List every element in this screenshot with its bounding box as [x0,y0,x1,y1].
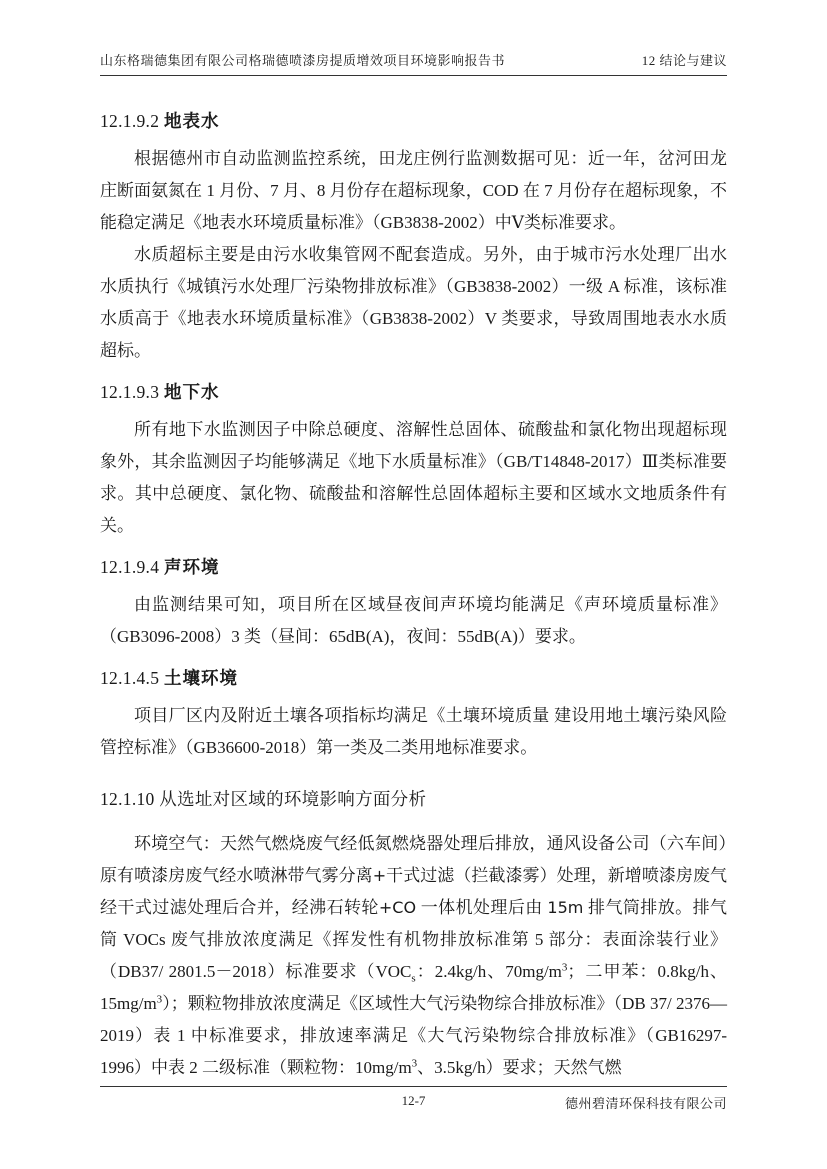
text-run: 排气筒排放。排气筒 VOCs 废气排放浓度满足《挥发性有机物排放标准第 5 部分：表面涂装行业》（DB37/ 2801.5－2018）标准要求（VOC [100,898,728,981]
heading-number: 12.1.10 [100,789,160,809]
heading-title: 地下水 [163,383,220,403]
paragraph [100,239,727,367]
text-run: + [372,866,387,885]
text-run: 3 [411,1057,418,1070]
page-number: 12-7 [401,1093,426,1108]
paragraph [100,414,727,542]
heading-title: 从选址对区域的环境影响方面分析 [159,789,427,809]
text-run: ）；颗粒物排放浓度满足《区域性大气污染物综合排放标准》（DB 37/ 2376—2019）表 1 中标准要求，排放速率满足《大气污染物综合排放标准》（GB16297-1996）中表 2 二级标准（颗粒物：10mg/m [100,994,727,1077]
heading-title: 声环境 [163,558,220,578]
text-run: +CO [378,898,417,917]
text-run: s [411,972,416,985]
text-run: 环境空气：天然气燃烧废气经低氮燃烧器处理后排放，通风设备公司（六车间）原有喷漆房废气经水喷淋带气雾分离 [100,834,727,885]
section-heading [100,554,727,581]
header-chapter-label: 12 结论与建议 [641,53,727,68]
text-run: 水质超标主要是由污水收集管网不配套造成。另外，由于城市污水处理厂出水水质执行《城镇污水处理厂污染物排放标准》（GB3838-2002）一级 A 标准，该标准水质高于《地表水环境质量标准》（GB3838-2002）V 类要求，导致周围地表水水质超标。 [100,245,727,360]
text-run: 、3.5kg/h）要求；天然气燃 [417,1058,622,1077]
text-run: 根据德州市自动监测监控系统，田龙庄例行监测数据可见：近一年，岔河田龙庄断面氨氮在 1 月份、7 月、8 月份存在超标现象，COD 在 7 月份存在超标现象，不能稳定满足《地表水环境质量标准》（GB3838-2002）中Ⅴ类标准要求。 [100,149,727,232]
paragraph [100,143,727,239]
paragraph [100,828,727,1084]
section-heading [100,786,727,812]
footer-company: 德州碧清环保科技有限公司 [564,1096,727,1111]
heading-number: 12.1.9.2 [100,111,164,131]
text-run: ：2.4kg/h、70mg/m [415,962,562,981]
text-run: 项目厂区内及附近土壤各项指标均满足《土壤环境质量 建设用地土壤污染风险管控标准》（GB36600-2018）第一类及二类用地标准要求。 [100,706,727,757]
paragraph [100,700,727,764]
heading-number: 12.1.9.3 [100,382,164,402]
page-header [100,50,727,76]
document-body [100,96,727,1084]
text-run: 15m [547,898,584,917]
header-report-title: 山东格瑞德集团有限公司格瑞德喷漆房提质增效项目环境影响报告书 [100,53,506,68]
heading-number: 12.1.9.4 [100,557,164,577]
heading-title: 地表水 [163,112,220,132]
text-run: 一体机处理后由 [416,898,548,917]
text-run: 3 [156,993,163,1006]
section-heading [100,665,727,692]
page-footer [100,1086,727,1117]
section-heading [100,379,727,406]
section-heading [100,108,727,135]
heading-number: 12.1.4.5 [100,668,164,688]
text-run: ；二甲苯：0.8kg/h、15mg/m [100,962,727,1013]
text-run: 由监测结果可知，项目所在区域昼夜间声环境均能满足《声环境质量标准》（GB3096-2008）3 类（昼间：65dB(A)，夜间：55dB(A)）要求。 [100,595,727,646]
text-run: 所有地下水监测因子中除总硬度、溶解性总固体、硫酸盐和氯化物出现超标现象外，其余监测因子均能够满足《地下水质量标准》（GB/T14848-2017）Ⅲ类标准要求。其中总硬度、氯化物、硫酸盐和溶解性总固体超标主要和区域水文地质条件有关。 [100,420,727,535]
text-run: 3 [561,961,568,974]
text-run: 干式过滤（拦截漆雾）处理，新增喷漆房废气经干式过滤处理后合并，经沸石转轮 [100,866,728,917]
paragraph [100,589,727,653]
heading-title: 土壤环境 [163,669,238,689]
